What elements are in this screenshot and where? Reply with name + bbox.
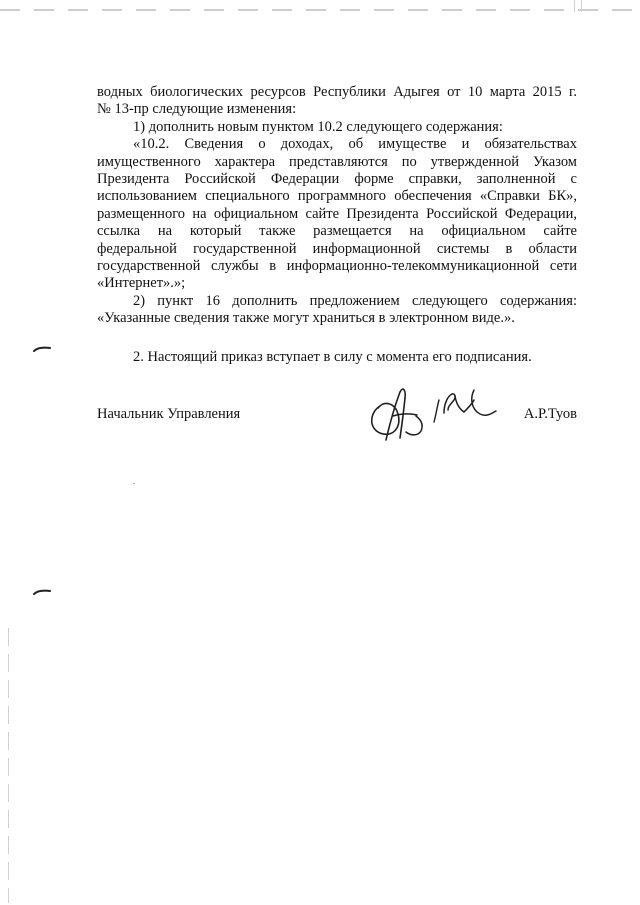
body-line: федеральной государственной информационной системы в области [97, 240, 577, 257]
signature-block [97, 406, 577, 466]
body-line: имущественного характера представляются по утвержденной Указом [97, 153, 577, 170]
document-body [97, 84, 577, 366]
scan-mark-icon [33, 346, 51, 352]
signatory-name: А.Р.Туов [523, 406, 577, 422]
scan-dot [133, 483, 135, 484]
body-line: использованием специального программного обеспечения «Справки БК», [97, 188, 577, 205]
body-line: «Указанные сведения также могут храниться в электронном виде.». [97, 310, 515, 327]
body-line: ссылка на который также размещается на официальном сайте [97, 223, 577, 240]
scan-corner-marks [574, 0, 582, 12]
paragraph-gap [97, 328, 577, 349]
scan-top-dashes [0, 9, 640, 11]
scan-left-bar [8, 628, 9, 903]
scan-mark-icon [33, 589, 51, 595]
body-line: размещенного на официальном сайте Президента Российской Федерации, [97, 205, 577, 222]
signatory-position: Начальник Управления [97, 406, 241, 422]
body-line: «10.2. Сведения о доходах, об имуществе и обязательствах [133, 136, 577, 153]
body-line: «Интернет».»; [97, 275, 186, 292]
body-line: Президента Российской Федерации форме справки, заполненной с [97, 171, 577, 188]
handwritten-signature [360, 378, 500, 450]
body-line: № 13-пр следующие изменения: [97, 101, 297, 118]
body-line: 2) пункт 16 дополнить предложением следующего содержания: [133, 292, 577, 309]
body-line: государственной службы в информационно-телекоммуникационной сети [97, 258, 577, 275]
body-line: 2. Настоящий приказ вступает в силу с момента его подписания. [133, 348, 532, 365]
body-line: 1) дополнить новым пунктом 10.2 следующего содержания: [133, 118, 503, 135]
body-line: водных биологических ресурсов Республики Адыгея от 10 марта 2015 г. [97, 84, 577, 100]
